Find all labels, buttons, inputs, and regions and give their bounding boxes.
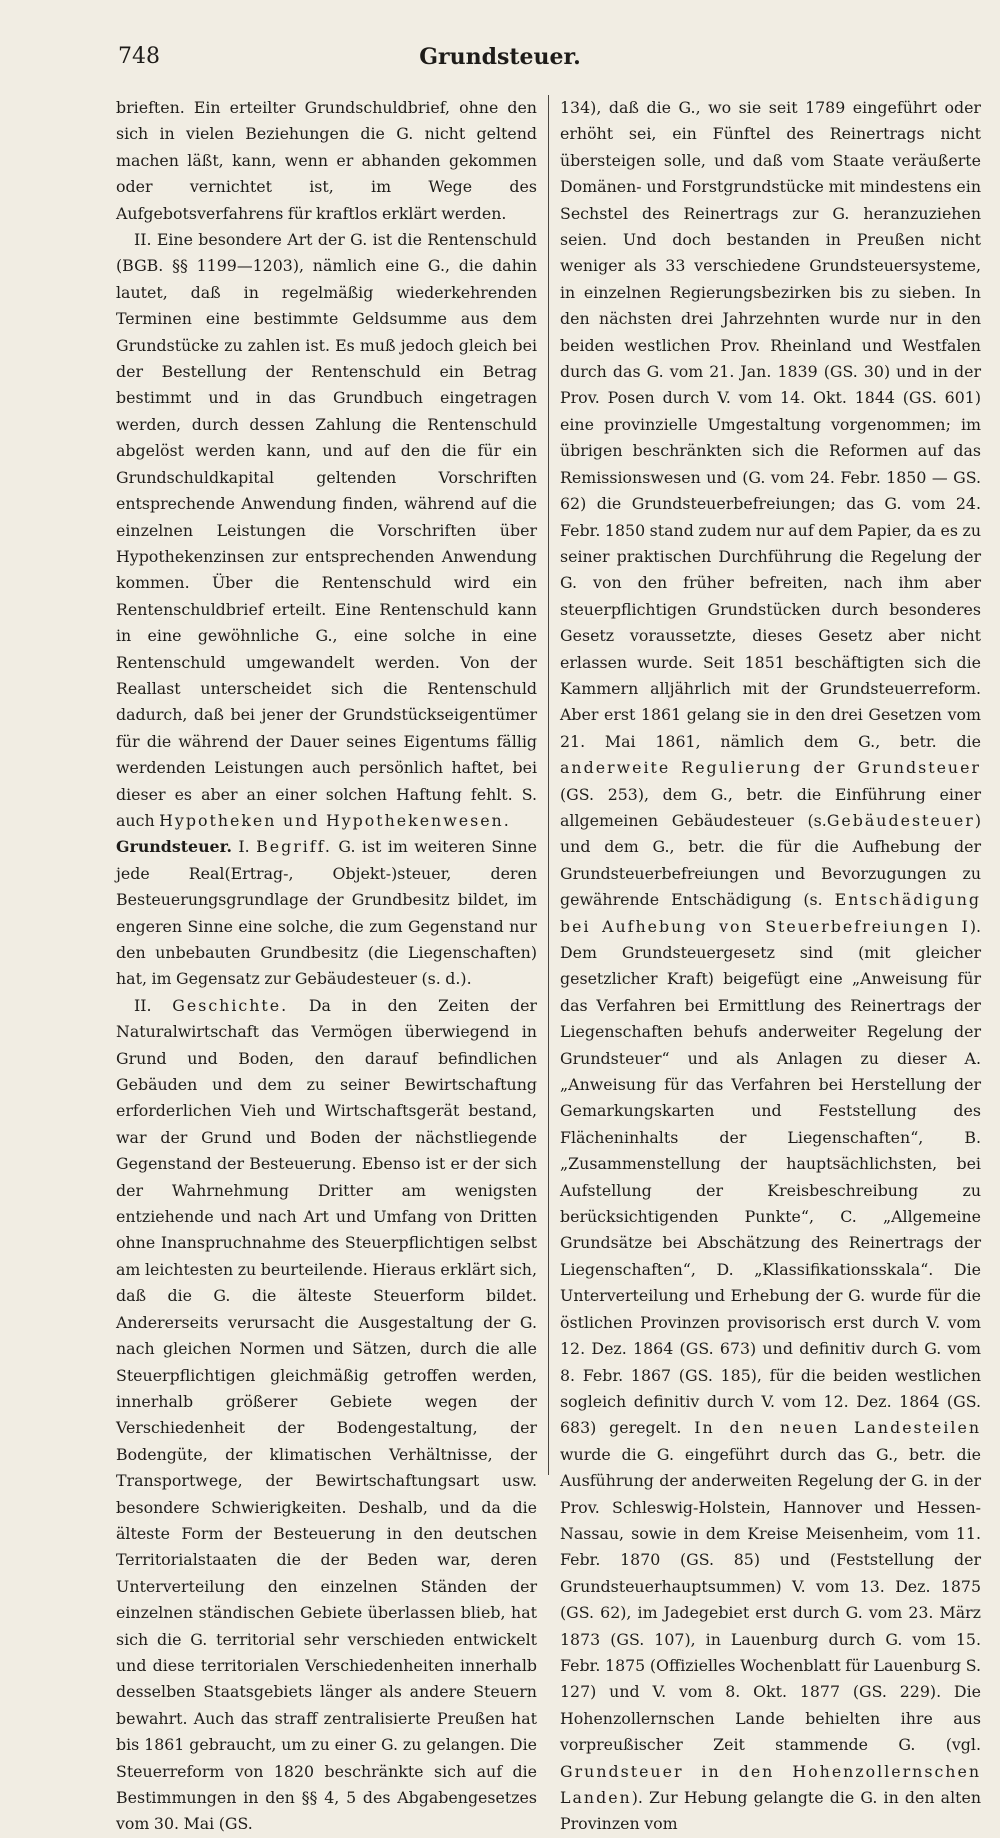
section-2-title: Geschichte. bbox=[172, 995, 289, 1015]
spaced-neue-landesteile: In den neuen Landesteilen bbox=[694, 1418, 981, 1438]
page-header bbox=[0, 44, 1000, 84]
rentenschuld-text: II. Eine besondere Art der G. ist die Rentenschuld (BGB. §§ 1199—1203), nämlich eine G., die dahin lautet, daß in regelmäßig wiederkehrenden Terminen eine bestimmte Geldsumme aus dem Grundstücke zu zahlen ist. Es muß jedoch gleich bei der Bestellung der Rentenschuld ein Betrag bestimmt und in das Grundbuch eingetragen werden, durch dessen Zahlung die Rentenschuld abgelöst werden kann, und auf den die für ein Grundschuldkapital geltenden Vorschriften entsprechende Anwendung finden, während auf die einzelnen Leistungen die Vorschriften über Hypothekenzinsen zur entsprechenden Anwendung kommen. Über die Rentenschuld wird ein Rentenschuldbrief erteilt. Eine Rentenschuld kann in eine gewöhnliche G., eine solche in eine Rentenschuld umgewandelt werden. Von der Reallast unterscheidet sich die Rentenschuld dadurch, daß bei jener der Grundstückseigentümer für die während der Dauer seines Eigentums fällig werdenden Leistungen auch persönlich haftet, bei dieser es aber an einer solchen Haftung fehlt. S. auch bbox=[116, 230, 537, 830]
history-text-5: wurde die G. eingeführt durch das G., betr. die Ausführung der anderweiten Regelung der G. in der Prov. Schleswig-Holstein, Hannover und Hessen-Nassau, sowie in dem Kreise Meisenheim, vom 11. Febr. 1870 (GS. 85) und (Feststellung der Grundsteuerhauptsummen) V. vom 13. Dez. 1875 (GS. 62), im Jadegebiet erst durch G. vom 23. März 1873 (GS. 107), in Lauenburg durch G. vom 15. Febr. 1875 (Offizielles Wochenblatt für Lauenburg S. 127) und V. vom 8. Okt. 1877 (GS. 229). Die Hohenzollernschen Lande behielten ihre aus vorpreußischer Zeit stammende G. (vgl. bbox=[560, 1444, 981, 1755]
entry-headword: Grundsteuer. bbox=[116, 837, 232, 857]
history-text-2: (GS. 253), dem G., betr. die Einführung einer allgemeinen Gebäudesteuer (s. bbox=[560, 784, 981, 830]
section-1-text: G. ist im weiteren Sinne jede Real(Ertrag-, Objekt-)steuer, deren Besteuerungsgrundlage der Grundbesitz bildet, im engeren Sinne eine solche, die zum Gegenstand nur den unbebauten Grundbesitz (die Liegenschaften) hat, im Gegensatz zur Gebäudesteuer (s. d.). bbox=[116, 837, 537, 989]
history-text-6: ). Zur Hebung gelangte die G. in den alten Provinzen vom bbox=[560, 1788, 981, 1834]
history-text-1: 134), daß die G., wo sie seit 1789 eingeführt oder erhöht sei, ein Fünftel des Reinertrags nicht übersteigen solle, und daß vom Staate veräußerte Domänen- und Forstgrundstücke mit mindestens ein Sechstel des Reinertrags zur G. heranzuziehen seien. Und doch bestanden in Preußen nicht weniger als 33 verschiedene Grundsteuersysteme, in einzelnen Regierungsbezirken bis zu sieben. In den nächsten drei Jahrzehnten wurde nur in den beiden westlichen Prov. Rheinland und Westfalen durch das G. vom 21. Jan. 1839 (GS. 30) und in der Prov. Posen durch V. vom 14. Okt. 1844 (GS. 601) eine provinzielle Umgestaltung vorgenommen; im übrigen beschränkten sich die Reformen auf das Remissionswesen und (G. vom 24. Febr. 1850 — GS. 62) die Grundsteuerbefreiungen; das G. vom 24. Febr. 1850 stand zudem nur auf dem Papier, da es zu seiner praktischen Durchführung die Regelung der G. von den früher befreiten, nach ihm aber steuerpflichtigen Grundstücken durch besonderes Gesetz voraussetzte, dieses Gesetz aber nicht erlassen wurde. Seit 1851 beschäftigten sich die Kammern alljährlich mit der Grundsteuerreform. Aber erst 1861 gelang sie in den drei Gesetzen vom 21. Mai 1861, nämlich dem G., betr. die bbox=[560, 98, 981, 751]
left-column bbox=[116, 95, 537, 1834]
paragraph-rentenschuld bbox=[116, 227, 537, 834]
section-2-geschichte bbox=[116, 993, 537, 1838]
section-1-label: I. bbox=[238, 837, 250, 857]
section-2-label: II. bbox=[134, 995, 152, 1015]
spaced-anderweite-regulierung: anderweite Regulierung der Grundsteuer bbox=[560, 758, 981, 778]
cross-reference-hypotheken: Hypotheken und Hypothekenwesen. bbox=[159, 810, 511, 830]
running-title: Grundsteuer. bbox=[419, 44, 581, 70]
history-text-3: ) und dem G., betr. die für die Aufhebung der Grundsteuerbefreiungen und Bevorzugungen zu gewährende Entschädigung (s. bbox=[560, 810, 981, 910]
section-1-title: Begriff. bbox=[256, 837, 332, 857]
section-2-text: Da in den Zeiten der Naturalwirtschaft das Vermögen überwiegend in Grund und Boden, den darauf befindlichen Gebäuden und dem zu seiner Bewirtschaftung erforderlichen Vieh und Wirtschaftsgerät bestand, war der Grund und Boden der nächstliegende Gegenstand der Besteuerung. Ebenso ist er der sich der Wahrnehmung Dritter am wenigsten entziehende und nach Art und Umfang von Dritten ohne Inanspruchnahme des Steuerpflichtigen selbst am leichtesten zu beurteilende. Hieraus erklärt sich, daß die G. die älteste Steuerform bildet. Andererseits verursacht die Ausgestaltung der G. nach gleichen Normen und Sätzen, durch die alle Steuerpflichtigen gleichmäßig getroffen werden, innerhalb größerer Gebiete wegen der Verschiedenheit der Bodengestaltung, der Bodengüte, der klimatischen Verhältnisse, der Transportwege, der Bewirtschaftungsart usw. besondere Schwierigkeiten. Deshalb, und da die älteste Form der Besteuerung in den deutschen Territorialstaaten die der Beden war, deren Unterverteilung den einzelnen Ständen der einzelnen ständischen Gebiete überlassen blieb, hat sich die G. territorial sehr verschieden entwickelt und diese territorialen Verschiedenheiten innerhalb desselben Staatsgebiets länger als andere Steuern bewahrt. Auch das straff zentralisierte Preußen hat bis 1861 gebraucht, um zu einer G. zu gelangen. Die Steuerreform von 1820 beschränkte sich auf die Bestimmungen in den §§ 4, 5 des Abgabengesetzes vom 30. Mai (GS. bbox=[116, 995, 537, 1834]
column-divider bbox=[548, 95, 549, 1475]
cross-reference-entschaedigung: Entschädigung bei Aufhebung von Steuerbefreiungen I bbox=[560, 890, 982, 936]
paragraph-grundschuldbrief: brieften. Ein erteilter Grundschuldbrief, ohne den sich in vielen Beziehungen die G. nicht geltend machen läßt, kann, wenn er abhanden gekommen oder vernichtet ist, im Wege des Aufgebotsverfahrens für kraftlos erklärt werden. bbox=[116, 98, 537, 223]
paragraph-history-continued bbox=[560, 95, 981, 1838]
cross-reference-hohenzollern: Grundsteuer in den Hohenzollernschen Landen bbox=[560, 1761, 981, 1807]
cross-reference-gebaeudesteuer: Gebäudesteuer bbox=[826, 810, 975, 830]
right-column bbox=[560, 95, 982, 1834]
page-number: 748 bbox=[118, 44, 160, 69]
entry-grundsteuer bbox=[116, 834, 537, 992]
history-text-4: ). Dem Grundsteuergesetz sind (mit gleicher gesetzlicher Kraft) beigefügt eine „Anweisung für das Verfahren bei Ermittlung des Reinertrags der Liegenschaften behufs anderweiter Regelung der Grundsteuer“ und als Anlagen zu dieser A. „Anweisung für das Verfahren bei Herstellung der Gemarkungskarten und Feststellung des Flächeninhalts der Liegenschaften“, B. „Zusammenstellung der hauptsächlichsten, bei Aufstellung der Kreisbeschreibung zu berücksichtigenden Punkte“, C. „Allgemeine Grundsätze bei Abschätzung des Reinertrags der Liegenschaften“, D. „Klassifikationsskala“. Die Unterverteilung und Erhebung der G. wurde für die östlichen Provinzen provisorisch erst durch V. vom 12. Dez. 1864 (GS. 673) und definitiv durch G. vom 8. Febr. 1867 (GS. 185), für die beiden westlichen sogleich definitiv durch V. vom 12. Dez. 1864 (GS. 683) geregelt. bbox=[560, 916, 981, 1438]
